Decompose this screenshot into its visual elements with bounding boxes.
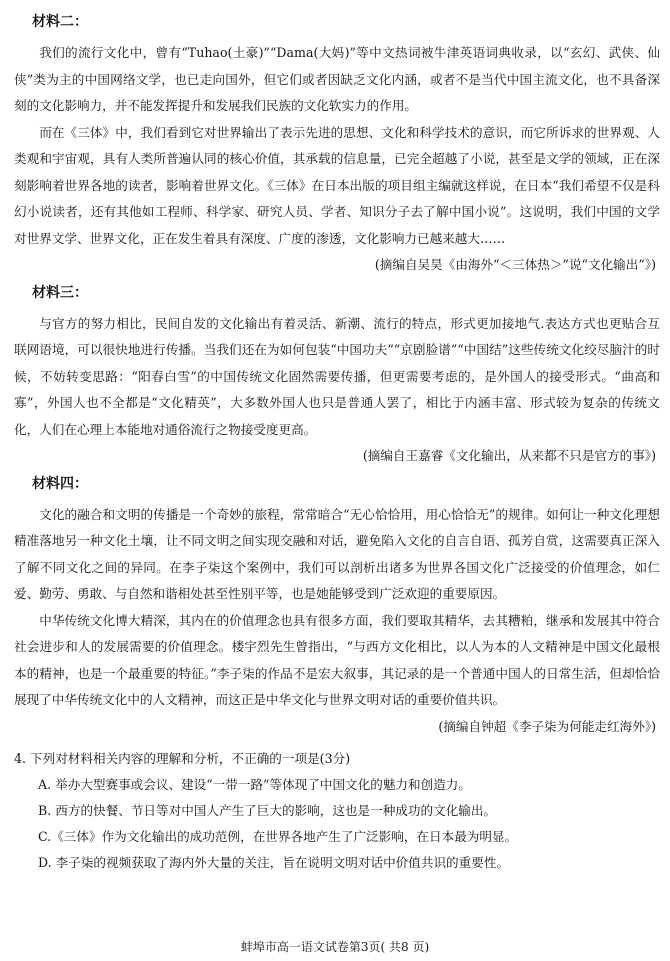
section-heading: 材料三：	[32, 284, 88, 301]
option-b: B. 西方的快餐、节日等对中国人产生了巨大的影响，这也是一种成功的文化输出。	[38, 803, 497, 818]
material-four	[14, 474, 660, 741]
section-heading: 材料二：	[32, 14, 88, 30]
question-block	[14, 746, 660, 876]
question-stem: 4. 下列对材料相关内容的理解和分析，不正确的一项是(3分)	[14, 751, 351, 766]
page-footer: 蚌埠市高一语文试卷第3页( 共8 页)	[240, 940, 430, 954]
source-citation: (摘编自钟超《李子柒为何能走红海外》)	[438, 718, 656, 734]
option-d: D. 李子柒的视频获取了海内外大量的关注，旨在说明文明对话中价值共识的重要性。	[38, 855, 510, 870]
section-heading: 材料四：	[32, 475, 88, 492]
paragraph: 文化的融合和文明的传播是一个奇妙的旅程，常常暗合“无心恰恰用，用心恰恰无”的规律。如何让一种文化理想精准落地另一种文化土壤，让不同文明之间实现交融和对话，避免陷入文化的自言自语、孤芳自赏，这需要真正深入了解不同文化之间的异同。在李子柒这个案例中，我们可以剖析出诸多为世界各国文化广泛接受的价值理念，如仁爱、勤劳、勇敢、与自然和谐相处甚至性别平等，也是她能够受到广泛欢迎的重要原因。	[14, 506, 660, 601]
material-two	[14, 12, 660, 279]
source-citation: (摘编自吴昊《由海外“＜三体热＞”说“文化输出”》)	[374, 257, 656, 272]
paragraph: 我们的流行文化中，曾有“Tuhao(土豪)”“Dama(大妈)”等中文热词被牛津英语词典收录，以“玄幻、武侠、仙侠”类为主的中国网络文学，也已走向国外，但它们或者因缺乏文化内涵，或者不是当代中国主流文化，也不具备深刻的文化影响力，并不能发挥提升和发展我们民族的文化软实力的作用。	[14, 45, 660, 113]
paragraph: 中华传统文化博大精深，其内在的价值理念也具有很多方面，我们要取其精华，去其糟粕，继承和发展其中符合社会进步和人的发展需要的价值理念。楼宇烈先生曾指出，“与西方文化相比，以人为本的人文精神是中国文化最根本的精神，也是一个最重要的特征。”李子柒的作品不是宏大叙事，其记录的是一个普通中国人的日常生活，但却恰恰展现了中华传统文化中的人文精神，而这正是中华文化与世界文明对话的重要价值共识。	[14, 612, 660, 707]
option-c: C.《三体》作为文化输出的成功范例，在世界各地产生了广泛影响，在日本最为明显。	[38, 829, 518, 844]
paragraph: 而在《三体》中，我们看到它对世界输出了表示先进的思想、文化和科学技术的意识，而它所诉求的世界观、人类观和宇宙观，具有人类所普遍认同的核心价值，其承载的信息量，已完全超越了小说，甚至是文学的领域，正在深刻影响着世界各地的读者，影响着世界文化。《三体》在日本出版的项目组主编就这样说，在日本“我们希望不仅是科幻小说读者，还有其他如工程师、科学家、研究人员、学者、知识分子去了解中国小说”。这说明，我们中国的文学对世界文学、世界文化，正在发生着具有深度、广度的渗透，文化影响力已越来越大……	[14, 124, 660, 246]
material-three	[14, 283, 660, 470]
source-citation: (摘编自王嘉睿《文化输出，从来都不只是官方的事》)	[362, 448, 656, 463]
paragraph: 与官方的努力相比，民间自发的文化输出有着灵活、新潮、流行的特点，形式更加接地气.表达方式也更贴合互联网语境，可以很快地进行传播。当我们还在为如何包装“中国功夫”“京剧脸谱”“中国结”这些传统文化绞尽脑汁的时候，不妨转变思路：“阳春白雪”的中国传统文化固然需要传播，但更需要考虑的，是外国人的接受形式。“曲高和寡”，外国人也不全都是“文化精英”，大多数外国人也只是普通人罢了，相比于内涵丰富、形式较为复杂的传统文化，人们在心理上本能地对通俗流行之物接受度更高。	[14, 315, 660, 437]
option-a: A. 举办大型赛事或会议、建设“一带一路”等体现了中国文化的魅力和创造力。	[38, 777, 471, 792]
